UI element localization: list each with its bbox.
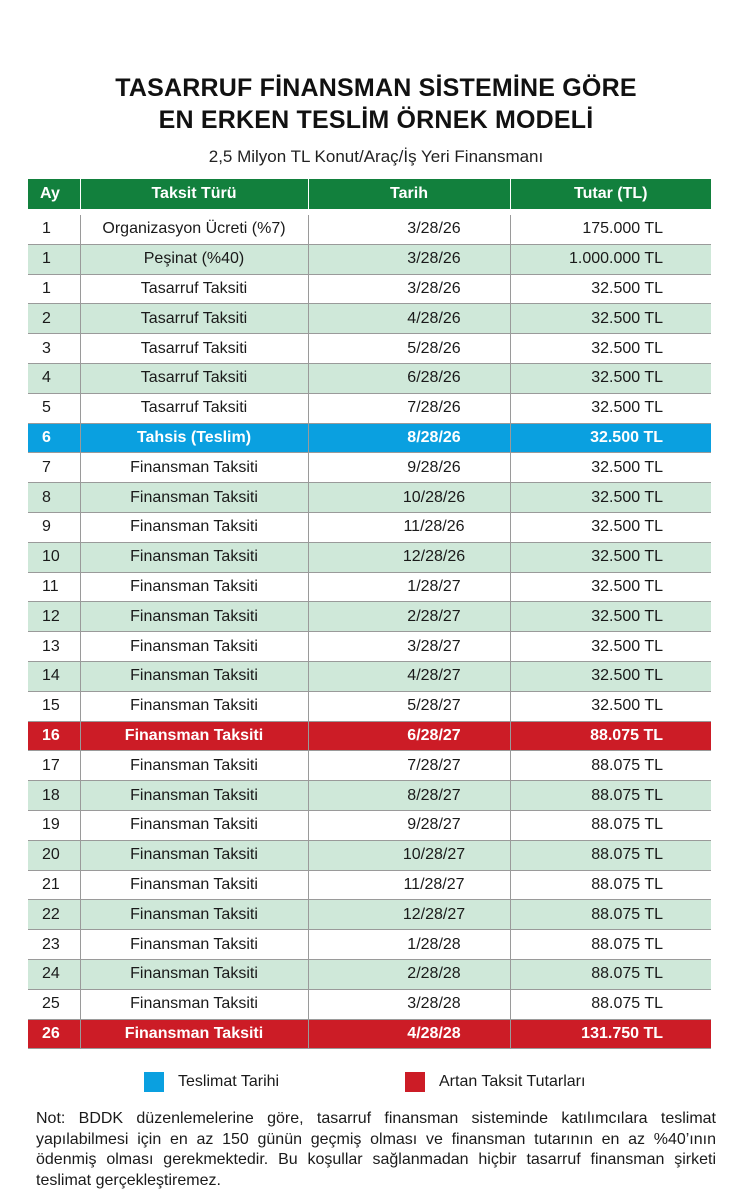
column-header-tutar: Tutar (TL) [510,179,711,209]
cell-taksit-turu: Finansman Taksiti [80,1019,308,1049]
cell-ay: 18 [28,781,80,811]
cell-tarih: 7/28/27 [308,751,510,781]
cell-taksit-turu: Finansman Taksiti [80,959,308,989]
cell-taksit-turu: Tasarruf Taksiti [80,274,308,304]
cell-tarih: 12/28/27 [308,900,510,930]
cell-tutar: 1.000.000 TL [510,244,711,274]
cell-ay: 3 [28,334,80,364]
cell-tarih: 11/28/26 [308,512,510,542]
cell-tarih: 9/28/26 [308,453,510,483]
cell-taksit-turu: Tasarruf Taksiti [80,393,308,423]
table-row [28,393,711,423]
legend-swatch-blue [144,1072,164,1092]
cell-taksit-turu: Peşinat (%40) [80,244,308,274]
cell-tutar: 175.000 TL [510,215,711,244]
cell-tutar: 32.500 TL [510,512,711,542]
cell-tarih: 12/28/26 [308,542,510,572]
cell-tarih: 3/28/27 [308,632,510,662]
cell-tutar: 32.500 TL [510,602,711,632]
table-header-row [28,179,711,209]
cell-taksit-turu: Tasarruf Taksiti [80,363,308,393]
table-row [28,900,711,930]
table-row [28,334,711,364]
cell-tarih: 11/28/27 [308,870,510,900]
cell-tutar: 32.500 TL [510,393,711,423]
cell-taksit-turu: Finansman Taksiti [80,781,308,811]
cell-ay: 21 [28,870,80,900]
cell-ay: 8 [28,483,80,513]
cell-ay: 25 [28,989,80,1019]
cell-tutar: 32.500 TL [510,542,711,572]
cell-ay: 1 [28,215,80,244]
cell-taksit-turu: Finansman Taksiti [80,810,308,840]
cell-tarih: 8/28/26 [308,423,510,453]
cell-tarih: 5/28/27 [308,691,510,721]
table-row [28,215,711,244]
cell-ay: 19 [28,810,80,840]
cell-tarih: 3/28/26 [308,244,510,274]
cell-tutar: 32.500 TL [510,304,711,334]
cell-tarih: 3/28/28 [308,989,510,1019]
cell-ay: 20 [28,840,80,870]
cell-ay: 24 [28,959,80,989]
cell-tarih: 3/28/26 [308,274,510,304]
cell-tutar: 32.500 TL [510,572,711,602]
cell-ay: 23 [28,930,80,960]
legend-item-teslimat [144,1071,279,1093]
footnote: Not: BDDK düzenlemelerine göre, tasarruf finansman sisteminde katılımcılara teslimat yapılabilmesi için en az 150 günün geçmiş olması ve finansman tutarının en az %40’ının ödenmiş olması gerekmektedir. Bu koşullar sağlanmadan hiçbir tasarruf finansman şirketi teslimat gerçekleştiremez. [36,1110,716,1189]
cell-taksit-turu: Finansman Taksiti [80,840,308,870]
cell-taksit-turu: Finansman Taksiti [80,721,308,751]
cell-taksit-turu: Finansman Taksiti [80,989,308,1019]
table-row [28,453,711,483]
cell-ay: 6 [28,423,80,453]
cell-taksit-turu: Finansman Taksiti [80,900,308,930]
cell-tutar: 131.750 TL [510,1019,711,1049]
cell-tutar: 32.500 TL [510,691,711,721]
cell-taksit-turu: Finansman Taksiti [80,930,308,960]
cell-tutar: 88.075 TL [510,751,711,781]
cell-tutar: 88.075 TL [510,989,711,1019]
cell-ay: 13 [28,632,80,662]
cell-tutar: 32.500 TL [510,363,711,393]
cell-tutar: 32.500 TL [510,423,711,453]
table-row [28,959,711,989]
cell-tarih: 5/28/26 [308,334,510,364]
cell-taksit-turu: Finansman Taksiti [80,632,308,662]
cell-taksit-turu: Finansman Taksiti [80,572,308,602]
cell-tutar: 32.500 TL [510,274,711,304]
cell-tarih: 4/28/26 [308,304,510,334]
cell-ay: 16 [28,721,80,751]
table-row [28,632,711,662]
column-header-taksit-turu: Taksit Türü [80,179,308,209]
cell-tutar: 88.075 TL [510,721,711,751]
table-row [28,781,711,811]
table-row [28,304,711,334]
cell-taksit-turu: Finansman Taksiti [80,483,308,513]
cell-ay: 5 [28,393,80,423]
cell-tutar: 88.075 TL [510,930,711,960]
cell-taksit-turu: Finansman Taksiti [80,602,308,632]
cell-ay: 12 [28,602,80,632]
cell-tarih: 9/28/27 [308,810,510,840]
cell-tutar: 32.500 TL [510,661,711,691]
table-row [28,542,711,572]
table-row [28,363,711,393]
cell-tutar: 32.500 TL [510,453,711,483]
cell-ay: 15 [28,691,80,721]
page-subtitle: 2,5 Milyon TL Konut/Araç/İş Yeri Finansmanı [208,147,544,166]
cell-tutar: 32.500 TL [510,632,711,662]
table-row [28,810,711,840]
table-row [28,989,711,1019]
legend-label-artan: Artan Taksit Tutarları [439,1073,586,1090]
cell-ay: 10 [28,542,80,572]
cell-ay: 11 [28,572,80,602]
cell-ay: 26 [28,1019,80,1049]
table-row [28,751,711,781]
cell-tutar: 88.075 TL [510,900,711,930]
page-title-line-1: TASARRUF FİNANSMAN SİSTEMİNE GÖRE [115,74,637,102]
cell-tarih: 2/28/27 [308,602,510,632]
cell-tarih: 8/28/27 [308,781,510,811]
cell-taksit-turu: Finansman Taksiti [80,751,308,781]
cell-taksit-turu: Finansman Taksiti [80,691,308,721]
table-row [28,691,711,721]
cell-taksit-turu: Tasarruf Taksiti [80,334,308,364]
cell-ay: 22 [28,900,80,930]
cell-taksit-turu: Tahsis (Teslim) [80,423,308,453]
cell-ay: 4 [28,363,80,393]
cell-taksit-turu: Tasarruf Taksiti [80,304,308,334]
cell-tarih: 6/28/26 [308,363,510,393]
table-row [28,840,711,870]
page-title-line-2: EN ERKEN TESLİM ÖRNEK MODELİ [158,106,594,134]
cell-tutar: 88.075 TL [510,781,711,811]
cell-ay: 9 [28,512,80,542]
table-row [28,870,711,900]
cell-tarih: 10/28/27 [308,840,510,870]
cell-tutar: 88.075 TL [510,870,711,900]
cell-tarih: 4/28/28 [308,1019,510,1049]
column-header-ay: Ay [28,179,80,209]
cell-tarih: 1/28/27 [308,572,510,602]
table-row [28,930,711,960]
legend-item-artan [405,1071,585,1093]
table-row [28,1019,711,1049]
table-row [28,423,711,453]
cell-tarih: 7/28/26 [308,393,510,423]
table-row [28,483,711,513]
table-row [28,661,711,691]
table-row [28,274,711,304]
cell-tutar: 32.500 TL [510,334,711,364]
cell-tutar: 32.500 TL [510,483,711,513]
cell-taksit-turu: Finansman Taksiti [80,542,308,572]
cell-ay: 1 [28,274,80,304]
cell-taksit-turu: Organizasyon Ücreti (%7) [80,215,308,244]
cell-ay: 1 [28,244,80,274]
table-row [28,572,711,602]
cell-tarih: 2/28/28 [308,959,510,989]
cell-ay: 7 [28,453,80,483]
cell-tutar: 88.075 TL [510,959,711,989]
cell-tarih: 10/28/26 [308,483,510,513]
cell-taksit-turu: Finansman Taksiti [80,870,308,900]
table-row [28,602,711,632]
legend-swatch-red [405,1072,425,1092]
cell-taksit-turu: Finansman Taksiti [80,512,308,542]
installment-table [28,179,711,1049]
cell-tarih: 1/28/28 [308,930,510,960]
column-header-tarih: Tarih [308,179,510,209]
cell-tarih: 3/28/26 [308,215,510,244]
table-row [28,244,711,274]
cell-tarih: 4/28/27 [308,661,510,691]
cell-tutar: 88.075 TL [510,810,711,840]
cell-ay: 17 [28,751,80,781]
cell-tutar: 88.075 TL [510,840,711,870]
cell-tarih: 6/28/27 [308,721,510,751]
cell-taksit-turu: Finansman Taksiti [80,453,308,483]
legend-label-teslimat: Teslimat Tarihi [178,1073,280,1090]
table-row [28,512,711,542]
cell-taksit-turu: Finansman Taksiti [80,661,308,691]
cell-ay: 2 [28,304,80,334]
cell-ay: 14 [28,661,80,691]
table-row [28,721,711,751]
table-body [28,209,711,1049]
